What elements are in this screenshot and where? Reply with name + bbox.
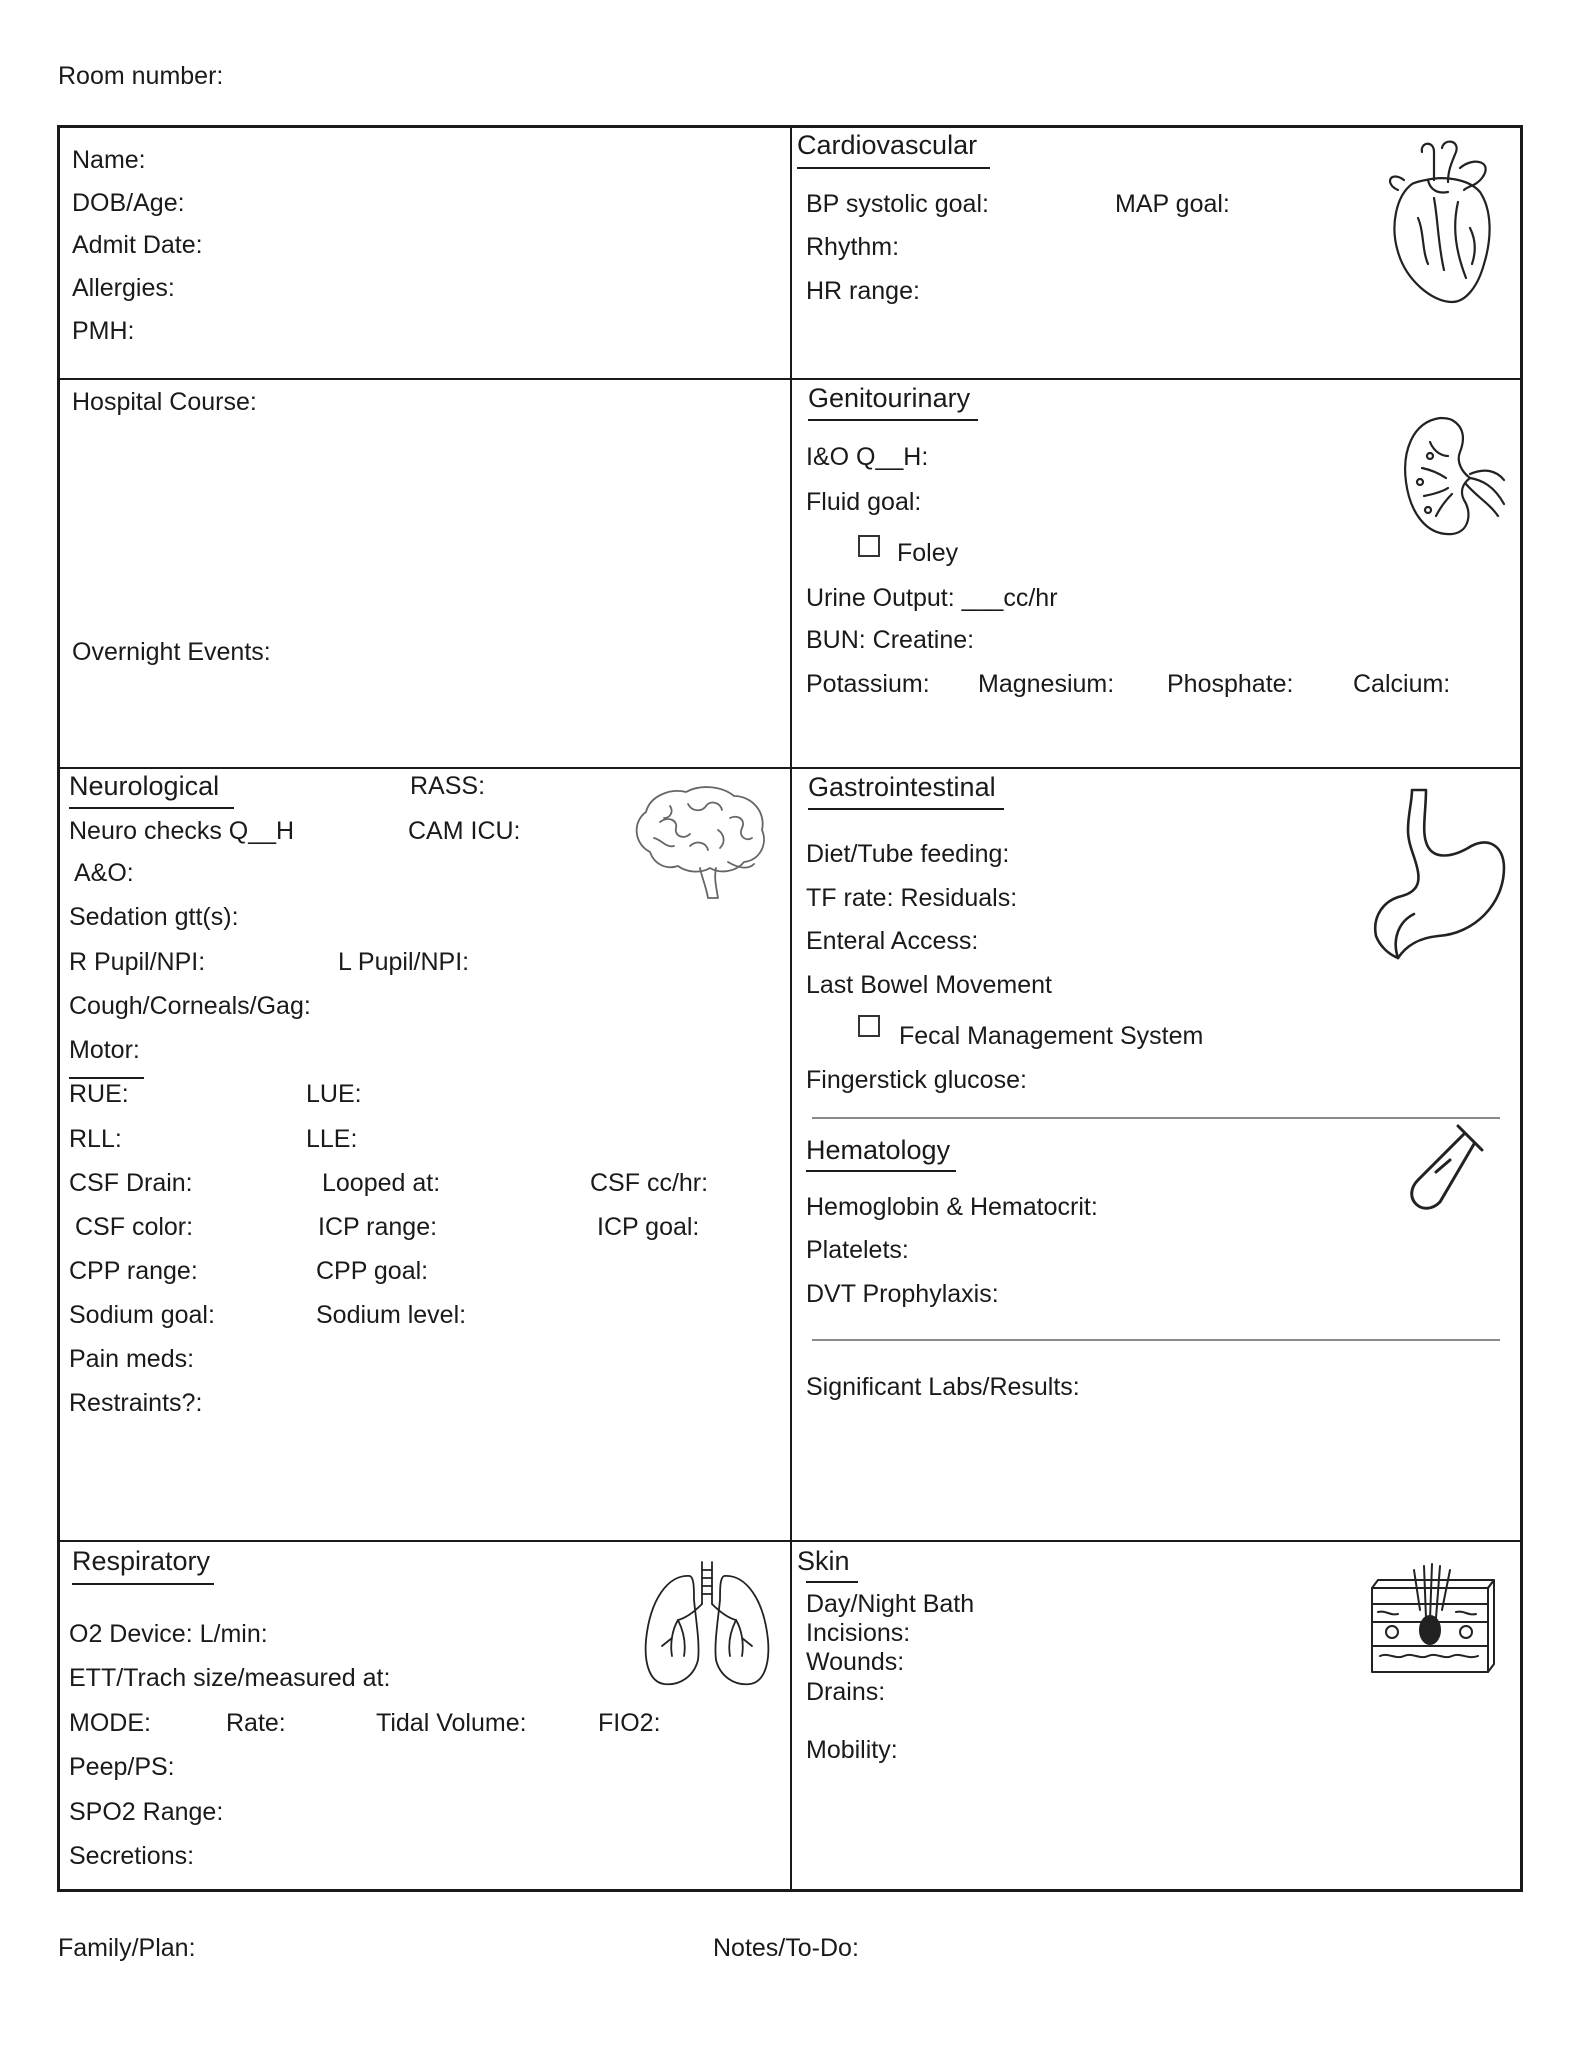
icp-goal-field: ICP goal: <box>597 1213 700 1241</box>
o2-device-field: O2 Device: L/min: <box>69 1620 268 1648</box>
fluid-goal-field: Fluid goal: <box>806 488 922 516</box>
peep-field: Peep/PS: <box>69 1753 175 1781</box>
calcium-field: Calcium: <box>1353 670 1451 698</box>
fio2-field: FIO2: <box>598 1709 661 1737</box>
bath-field: Day/Night Bath <box>806 1590 975 1618</box>
bowel-movement-field: Last Bowel Movement <box>806 971 1052 999</box>
grid-divider-row3 <box>57 1540 1523 1542</box>
tidal-volume-field: Tidal Volume: <box>376 1709 527 1737</box>
r-pupil-field: R Pupil/NPI: <box>69 948 206 976</box>
magnesium-field: Magnesium: <box>978 670 1115 698</box>
io-field: I&O Q__H: <box>806 443 929 471</box>
urine-output-field: Urine Output: ___cc/hr <box>806 584 1058 612</box>
icp-range-field: ICP range: <box>318 1213 438 1241</box>
mobility-field: Mobility: <box>806 1736 898 1764</box>
motor-underline <box>69 1077 144 1079</box>
rhythm-field: Rhythm: <box>806 233 900 261</box>
hospital-course-field: Hospital Course: <box>72 388 257 416</box>
resp-title: Respiratory <box>72 1546 211 1576</box>
heme-title-underline <box>806 1170 956 1172</box>
gi-title-underline <box>808 808 1004 810</box>
cpp-range-field: CPP range: <box>69 1257 198 1285</box>
gu-title-underline <box>808 419 978 421</box>
drains-field: Drains: <box>806 1678 886 1706</box>
phosphate-field: Phosphate: <box>1167 670 1294 698</box>
wounds-field: Wounds: <box>806 1648 905 1676</box>
neuro-title: Neurological <box>69 771 220 801</box>
lungs-icon <box>642 1560 772 1690</box>
incisions-field: Incisions: <box>806 1619 911 1647</box>
l-pupil-field: L Pupil/NPI: <box>338 948 470 976</box>
sodium-goal-field: Sodium goal: <box>69 1301 215 1329</box>
allergies-field: Allergies: <box>72 274 175 302</box>
gu-title: Genitourinary <box>808 383 971 413</box>
resp-title-underline <box>72 1583 214 1585</box>
test-tube-icon <box>1398 1120 1488 1210</box>
grid-divider-vertical <box>790 125 792 1892</box>
hh-field: Hemoglobin & Hematocrit: <box>806 1193 1098 1221</box>
lue-field: LUE: <box>306 1080 362 1108</box>
csf-color-field: CSF color: <box>75 1213 194 1241</box>
family-plan-label: Family/Plan: <box>58 1934 196 1962</box>
notes-todo-label: Notes/To-Do: <box>713 1934 859 1962</box>
diet-field: Diet/Tube feeding: <box>806 840 1010 868</box>
tf-rate-field: TF rate: Residuals: <box>806 884 1018 912</box>
grid-divider-row1 <box>57 378 1523 380</box>
foley-checkbox[interactable] <box>858 535 880 557</box>
lle-field: LLE: <box>306 1125 358 1153</box>
fingerstick-glucose-field: Fingerstick glucose: <box>806 1066 1027 1094</box>
motor-field: Motor: <box>69 1036 140 1064</box>
dob-field: DOB/Age: <box>72 189 185 217</box>
enteral-access-field: Enteral Access: <box>806 927 979 955</box>
map-goal-field: MAP goal: <box>1115 190 1230 218</box>
mode-field: MODE: <box>69 1709 151 1737</box>
csf-cc-field: CSF cc/hr: <box>590 1169 709 1197</box>
room-number-label: Room number: <box>58 62 224 90</box>
admit-date-field: Admit Date: <box>72 231 203 259</box>
brain-icon <box>630 782 770 902</box>
restraints-field: Restraints?: <box>69 1389 203 1417</box>
skin-title: Skin <box>797 1546 850 1576</box>
skin-layers-icon <box>1368 1560 1498 1680</box>
rue-field: RUE: <box>69 1080 129 1108</box>
potassium-field: Potassium: <box>806 670 930 698</box>
bp-goal-field: BP systolic goal: <box>806 190 989 218</box>
gi-heme-separator <box>812 1117 1500 1119</box>
skin-title-underline <box>806 1581 858 1583</box>
pain-meds-field: Pain meds: <box>69 1345 195 1373</box>
looped-at-field: Looped at: <box>322 1169 441 1197</box>
rass-field: RASS: <box>410 772 486 800</box>
cardio-title-underline <box>797 167 990 169</box>
fecal-management-label: Fecal Management System <box>899 1022 1204 1050</box>
significant-labs-field: Significant Labs/Results: <box>806 1373 1080 1401</box>
heart-icon <box>1382 140 1502 310</box>
ao-field: A&O: <box>74 859 134 887</box>
sodium-level-field: Sodium level: <box>316 1301 467 1329</box>
csf-drain-field: CSF Drain: <box>69 1169 193 1197</box>
spo2-field: SPO2 Range: <box>69 1798 224 1826</box>
cam-icu-field: CAM ICU: <box>408 817 521 845</box>
neuro-checks-field: Neuro checks Q__H <box>69 817 295 845</box>
foley-label: Foley <box>897 539 959 567</box>
ett-field: ETT/Trach size/measured at: <box>69 1664 391 1692</box>
name-field: Name: <box>72 146 146 174</box>
heme-title: Hematology <box>806 1135 951 1165</box>
kidney-icon <box>1400 412 1510 542</box>
rate-field: Rate: <box>226 1709 286 1737</box>
secretions-field: Secretions: <box>69 1842 195 1870</box>
platelets-field: Platelets: <box>806 1236 909 1264</box>
cough-field: Cough/Corneals/Gag: <box>69 992 311 1020</box>
fecal-management-checkbox[interactable] <box>858 1015 880 1037</box>
rll-field: RLL: <box>69 1125 122 1153</box>
stomach-icon <box>1368 786 1508 961</box>
overnight-events-field: Overnight Events: <box>72 638 271 666</box>
neuro-title-underline <box>69 807 234 809</box>
grid-divider-row2 <box>57 767 1523 769</box>
bun-creatine-field: BUN: Creatine: <box>806 626 975 654</box>
cpp-goal-field: CPP goal: <box>316 1257 429 1285</box>
hr-range-field: HR range: <box>806 277 920 305</box>
cardio-title: Cardiovascular <box>797 130 978 160</box>
gi-title: Gastrointestinal <box>808 772 996 802</box>
dvt-field: DVT Prophylaxis: <box>806 1280 999 1308</box>
pmh-field: PMH: <box>72 317 135 345</box>
sedation-field: Sedation gtt(s): <box>69 903 239 931</box>
heme-labs-separator <box>812 1339 1500 1341</box>
